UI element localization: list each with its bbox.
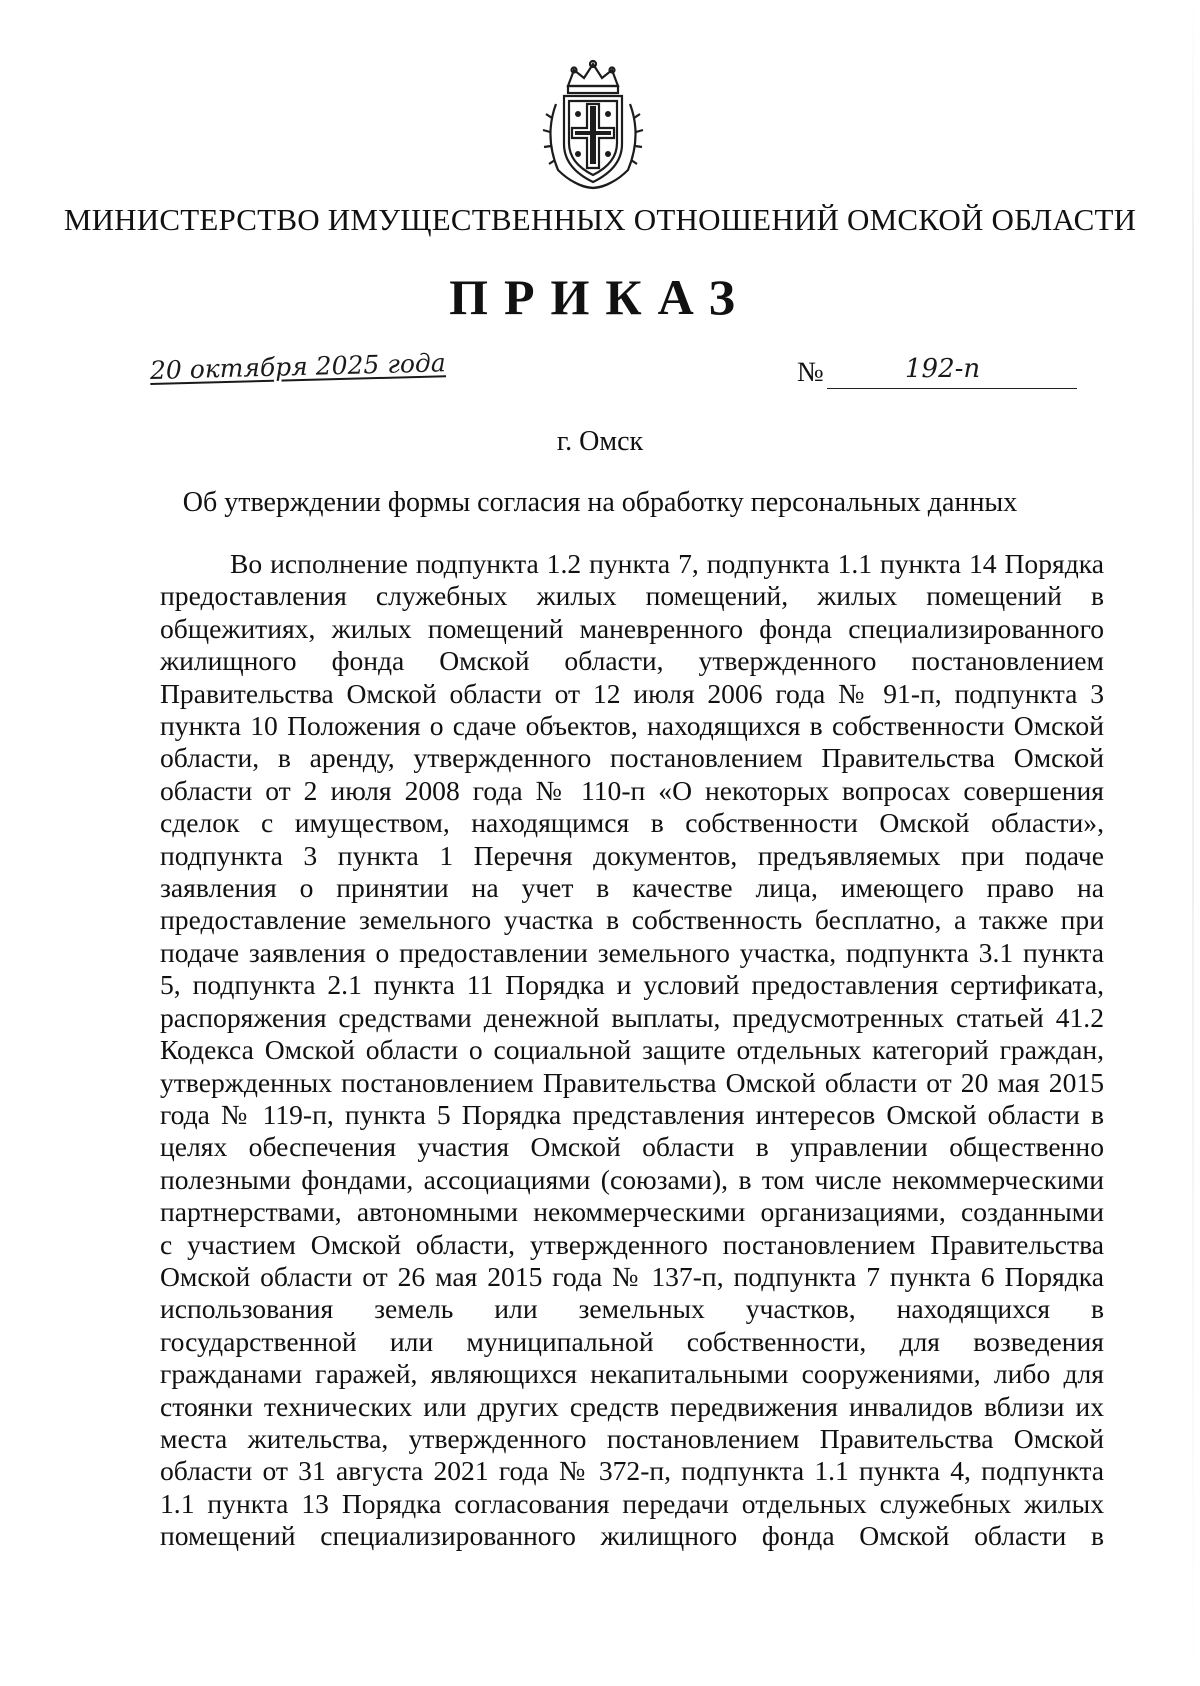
body-line: общежитиях, жилых помещений маневренного фонда специализированного: [160, 612, 1104, 644]
body-line: подпункта 3 пункта 1 Перечня документов, предъявляемых при подаче: [160, 839, 1104, 871]
body-line: целях обеспечения участия Омской области в управлении общественно: [160, 1131, 1104, 1163]
ministry-name: МИНИСТЕРСТВО ИМУЩЕСТВЕННЫХ ОТНОШЕНИЙ ОМСКОЙ ОБЛАСТИ: [63, 202, 1137, 237]
body-line: утвержденных постановлением Правительства Омской области от 20 мая 2015: [160, 1066, 1104, 1098]
scan-edge-shadow: [1192, 0, 1194, 1686]
body-line: Правительства Омской области от 12 июля 2006 года № 91-п, подпункта 3: [160, 677, 1104, 709]
order-subject: Об утверждении формы согласия на обработку персональных данных: [182, 487, 1018, 518]
body-line: партнерствами, автономными некоммерческими организациями, созданными: [160, 1196, 1104, 1228]
body-line: использования земель или земельных участков, находящихся в: [160, 1293, 1104, 1325]
city-name: г. Омск: [556, 426, 644, 457]
body-line: гражданами гаражей, являющихся некапитальными сооружениями, либо для: [160, 1358, 1104, 1390]
body-line: предоставления служебных жилых помещений, жилых помещений в: [160, 580, 1104, 612]
body-line: стоянки технических или других средств передвижения инвалидов вблизи их: [160, 1390, 1104, 1422]
body-line: полезными фондами, ассоциациями (союзами), в том числе некоммерческими: [160, 1163, 1104, 1195]
body-line: Во исполнение подпункта 1.2 пункта 7, подпункта 1.1 пункта 14 Порядка: [230, 548, 1104, 579]
body-line: сделок с имуществом, находящимся в собственности Омской области»,: [160, 807, 1104, 839]
body-line: подаче заявления о предоставлении земельного участка, подпункта 3.1 пункта: [160, 936, 1104, 968]
handwritten-date: 20 октября 2025 года: [149, 348, 447, 385]
coat-of-arms-icon: [534, 56, 652, 194]
body-line: жилищного фонда Омской области, утвержденного постановлением: [160, 645, 1104, 677]
body-line: государственной или муниципальной собственности, для возведения: [160, 1325, 1104, 1357]
body-line: года № 119-п, пункта 5 Порядка представления интересов Омской области в: [160, 1098, 1104, 1130]
order-number-label: №: [797, 357, 824, 388]
body-line: области от 2 июля 2008 года № 110-п «О некоторых вопросах совершения: [160, 774, 1104, 806]
body-line: Омской области от 26 мая 2015 года № 137-п, подпункта 7 пункта 6 Порядка: [160, 1260, 1104, 1292]
body-line: с участием Омской области, утвержденного постановлением Правительства: [160, 1228, 1104, 1260]
body-line: 1.1 пункта 13 Порядка согласования передачи отдельных служебных жилых: [160, 1487, 1104, 1519]
handwritten-order-number: 192-п: [905, 354, 981, 384]
document-title: ПРИКАЗ: [449, 269, 751, 325]
body-line: предоставление земельного участка в собственность бесплатно, а также при: [160, 904, 1104, 936]
body-line: места жительства, утвержденного постановлением Правительства Омской: [160, 1422, 1104, 1454]
body-line: распоряжения средствами денежной выплаты, предусмотренных статьей 41.2: [160, 1001, 1104, 1033]
body-paragraph: [160, 548, 1104, 1553]
order-number-underline: [827, 388, 1077, 389]
body-line: области от 31 августа 2021 года № 372-п, подпункта 1.1 пункта 4, подпункта: [160, 1455, 1104, 1487]
body-line: 5, подпункта 2.1 пункта 11 Порядка и условий предоставления сертификата,: [160, 969, 1104, 1001]
body-line: Кодекса Омской области о социальной защите отдельных категорий граждан,: [160, 1034, 1104, 1066]
body-line: пункта 10 Положения о сдаче объектов, находящихся в собственности Омской: [160, 710, 1104, 742]
body-line: помещений специализированного жилищного фонда Омской области в: [160, 1520, 1104, 1552]
body-line: области, в аренду, утвержденного постановлением Правительства Омской: [160, 742, 1104, 774]
body-line: заявления о принятии на учет в качестве лица, имеющего право на: [160, 872, 1104, 904]
